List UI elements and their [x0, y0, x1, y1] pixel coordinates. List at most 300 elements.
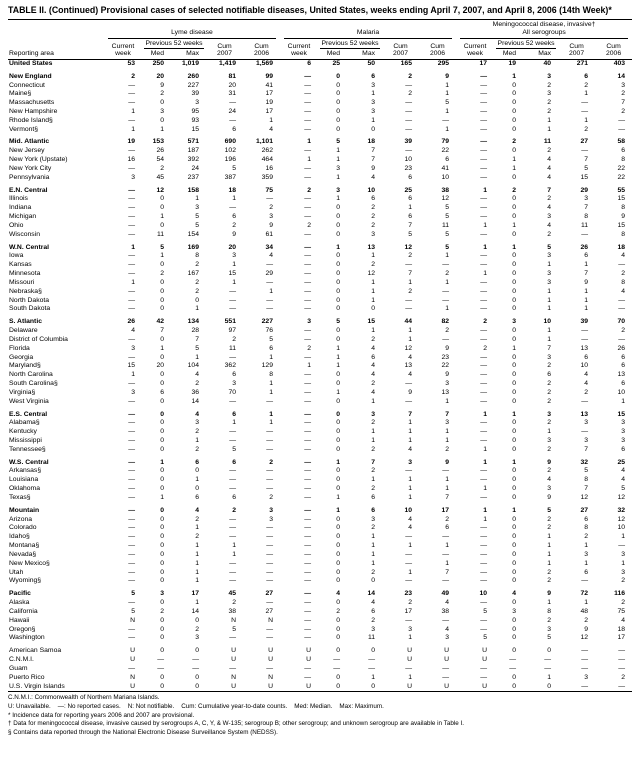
- reporting-area-cell: Arizona: [9, 515, 33, 523]
- value-cell: 31: [228, 90, 236, 98]
- value-cell: —: [581, 656, 589, 664]
- table-row: [8, 231, 632, 240]
- value-cell: —: [304, 147, 311, 155]
- value-cell: 1: [131, 243, 135, 251]
- value-cell: 0: [336, 327, 340, 335]
- value-cell: 2: [547, 81, 552, 89]
- value-cell: 2: [621, 90, 626, 98]
- value-cell: 0: [336, 568, 340, 576]
- value-cell: —: [618, 261, 626, 269]
- value-cell: 0: [195, 616, 199, 624]
- value-cell: 1: [371, 278, 375, 286]
- value-cell: 4: [584, 380, 589, 388]
- value-cell: 227: [261, 318, 273, 326]
- value-cell: 4: [621, 287, 626, 295]
- value-cell: —: [304, 380, 311, 388]
- value-cell: 6: [195, 493, 199, 501]
- value-cell: 1: [483, 506, 488, 514]
- value-cell: 5: [547, 506, 552, 514]
- value-cell: —: [128, 296, 135, 304]
- value-cell: 3: [547, 436, 552, 444]
- value-cell: 6: [232, 493, 236, 501]
- reporting-area-cell: Minnesota: [9, 270, 41, 278]
- value-cell: 1: [483, 221, 488, 229]
- value-cell: 0: [336, 673, 340, 681]
- value-cell: 1: [584, 305, 589, 313]
- value-cell: 5: [336, 318, 340, 326]
- value-cell: 3: [445, 634, 450, 642]
- value-cell: 19: [265, 99, 273, 107]
- value-cell: 12: [441, 195, 450, 203]
- value-cell: —: [480, 99, 488, 107]
- value-cell: 95: [191, 108, 199, 115]
- value-cell: 2: [195, 428, 199, 436]
- value-cell: 3: [547, 410, 552, 418]
- value-cell: 3: [547, 278, 552, 286]
- value-cell: 9: [371, 164, 375, 172]
- value-cell: 1: [371, 436, 375, 444]
- value-cell: 13: [580, 410, 589, 418]
- value-cell: 12: [617, 515, 626, 523]
- value-cell: 1: [232, 261, 236, 269]
- value-cell: —: [266, 533, 273, 541]
- reporting-area-cell: Mid. Atlantic: [9, 138, 50, 146]
- value-cell: 6: [371, 72, 375, 80]
- value-cell: 36: [191, 388, 199, 396]
- value-cell: —: [480, 138, 488, 146]
- value-cell: 1,569: [255, 59, 273, 67]
- value-cell: —: [442, 261, 450, 269]
- value-cell: 3: [621, 550, 626, 558]
- value-cell: 3: [547, 213, 552, 221]
- table-row: [8, 476, 632, 485]
- value-cell: 3: [195, 419, 199, 427]
- value-cell: 1: [584, 599, 589, 607]
- value-cell: 24: [191, 164, 199, 172]
- value-cell: 3: [547, 72, 552, 80]
- reporting-area-cell: New England: [9, 72, 52, 80]
- value-cell: 1: [445, 108, 450, 115]
- value-cell: 0: [160, 542, 164, 550]
- value-cell: 58: [617, 138, 626, 146]
- value-cell: 1: [232, 195, 236, 203]
- value-cell: 13: [580, 344, 589, 352]
- value-cell: 134: [187, 318, 199, 326]
- value-cell: 4: [371, 388, 375, 396]
- col-max: Max: [347, 49, 382, 59]
- value-cell: 1: [408, 428, 412, 436]
- value-cell: 7: [195, 335, 199, 343]
- value-cell: 2: [547, 195, 552, 203]
- value-cell: 10: [367, 186, 375, 194]
- value-cell: —: [480, 287, 488, 295]
- value-cell: 18: [617, 625, 626, 633]
- value-cell: 27: [580, 138, 589, 146]
- value-cell: 3: [547, 252, 552, 260]
- value-cell: —: [266, 664, 273, 672]
- value-cell: 3: [336, 164, 340, 172]
- value-cell: U: [482, 656, 488, 664]
- value-cell: —: [128, 458, 135, 466]
- value-cell: 4: [371, 173, 375, 181]
- value-cell: 6: [371, 607, 375, 615]
- value-cell: 3: [547, 90, 552, 98]
- value-cell: —: [266, 278, 273, 286]
- value-cell: 6: [547, 371, 552, 379]
- value-cell: 55: [617, 186, 626, 194]
- value-cell: 129: [261, 362, 273, 370]
- value-cell: N: [268, 673, 273, 681]
- value-cell: —: [509, 656, 517, 664]
- value-cell: 4: [195, 506, 199, 514]
- value-cell: 0: [160, 647, 164, 655]
- value-cell: 2: [195, 278, 199, 286]
- value-cell: —: [304, 388, 311, 396]
- value-cell: U: [231, 682, 236, 690]
- value-cell: 0: [160, 116, 164, 124]
- value-cell: U: [268, 647, 273, 655]
- value-cell: —: [128, 467, 135, 475]
- value-cell: 2: [547, 568, 552, 576]
- value-cell: 11: [442, 221, 450, 229]
- value-cell: 4: [371, 599, 375, 607]
- value-cell: —: [304, 625, 311, 633]
- value-cell: 1: [408, 278, 412, 286]
- value-cell: 2: [371, 380, 375, 388]
- value-cell: 3: [232, 380, 236, 388]
- value-cell: 1: [232, 542, 236, 550]
- value-cell: 6: [408, 173, 412, 181]
- value-cell: 7: [408, 410, 412, 418]
- value-cell: —: [480, 261, 488, 269]
- col-cum-2006: Cum 2006: [419, 39, 456, 60]
- value-cell: 104: [187, 362, 199, 370]
- value-cell: 0: [336, 99, 340, 107]
- value-cell: 1: [512, 156, 517, 164]
- reporting-area-cell: United States: [9, 59, 53, 67]
- table-row: [8, 398, 632, 407]
- value-cell: 1: [131, 108, 135, 115]
- value-cell: 12: [580, 634, 589, 642]
- value-cell: 1: [445, 278, 450, 286]
- value-cell: 4: [408, 445, 412, 453]
- value-cell: 0: [336, 533, 340, 541]
- value-cell: —: [405, 550, 412, 558]
- value-cell: —: [480, 673, 488, 681]
- value-cell: —: [128, 559, 135, 567]
- value-cell: 2: [160, 164, 164, 172]
- value-cell: 9: [547, 458, 552, 466]
- value-cell: 571: [187, 138, 199, 146]
- value-cell: —: [405, 125, 412, 133]
- reporting-area-cell: Arkansas§: [9, 467, 42, 475]
- value-cell: 0: [512, 515, 517, 523]
- value-cell: —: [304, 230, 311, 238]
- value-cell: 0: [512, 559, 517, 567]
- value-cell: 0: [371, 125, 375, 133]
- value-cell: 4: [621, 252, 626, 260]
- value-cell: 1: [195, 542, 199, 550]
- value-cell: 15: [617, 410, 626, 418]
- value-cell: —: [304, 99, 311, 107]
- value-cell: 0: [160, 296, 164, 304]
- value-cell: 1: [232, 278, 236, 286]
- value-cell: 14: [617, 72, 626, 80]
- value-cell: 8: [584, 524, 589, 532]
- value-cell: 2: [512, 138, 517, 146]
- value-cell: 187: [187, 147, 199, 155]
- value-cell: 7: [445, 410, 450, 418]
- value-cell: 4: [336, 590, 340, 598]
- value-cell: —: [581, 230, 589, 238]
- table-row: [8, 467, 632, 476]
- value-cell: —: [304, 213, 311, 221]
- value-cell: —: [128, 270, 135, 278]
- value-cell: —: [304, 616, 311, 624]
- footnote-legend: U: Unavailable. —: No reported cases. N: Not notifiable. Cum: Cumulative year-to-date counts. Med: Median. Max: Maximum.: [8, 703, 384, 711]
- value-cell: 3: [269, 213, 273, 221]
- value-cell: —: [229, 428, 236, 436]
- table-row: [8, 437, 632, 446]
- value-cell: 6: [621, 380, 626, 388]
- value-cell: 50: [367, 59, 375, 67]
- value-cell: U: [482, 647, 488, 655]
- group-header-meningococcal: Meningococcal disease, invasive† All serogroups: [456, 20, 632, 39]
- value-cell: 19: [127, 138, 135, 146]
- reporting-area-cell: Louisiana: [9, 476, 39, 484]
- value-cell: 0: [160, 445, 164, 453]
- value-cell: 1: [408, 335, 412, 343]
- value-cell: —: [266, 397, 273, 405]
- table-row: [8, 336, 632, 345]
- value-cell: —: [480, 230, 488, 238]
- value-cell: 3: [195, 99, 199, 107]
- table-row: [8, 314, 632, 327]
- value-cell: —: [304, 436, 311, 444]
- value-cell: —: [480, 305, 488, 313]
- value-cell: —: [405, 533, 412, 541]
- value-cell: —: [304, 353, 311, 361]
- reporting-area-cell: W.N. Central: [9, 243, 50, 251]
- value-cell: 1: [336, 147, 340, 155]
- value-cell: 3: [584, 673, 589, 681]
- value-cell: 0: [371, 577, 375, 585]
- value-cell: 0: [512, 108, 517, 115]
- value-cell: 1: [195, 436, 199, 444]
- value-cell: 1: [336, 173, 340, 181]
- col-cum-2006: Cum 2006: [243, 39, 280, 60]
- col-previous-52-weeks: Previous 52 weeks: [142, 39, 206, 50]
- value-cell: N: [231, 616, 236, 624]
- value-cell: 1: [307, 362, 311, 370]
- value-cell: 2: [584, 616, 589, 624]
- value-cell: 0: [512, 476, 517, 484]
- footnote-cnmi: C.N.M.I.: Commonwealth of Northern Mariana Islands.: [8, 694, 160, 702]
- value-cell: —: [618, 542, 626, 550]
- reporting-area-cell: Nebraska§: [9, 287, 42, 295]
- value-cell: 0: [336, 380, 340, 388]
- value-cell: 1: [408, 673, 412, 681]
- value-cell: 262: [261, 147, 273, 155]
- value-cell: 1: [445, 397, 450, 405]
- table-row: [8, 59, 632, 68]
- value-cell: 0: [160, 221, 164, 229]
- value-cell: —: [304, 506, 311, 514]
- reporting-area-cell: Alabama§: [9, 419, 40, 427]
- value-cell: —: [229, 485, 236, 493]
- value-cell: 0: [547, 682, 552, 690]
- value-cell: 13: [367, 243, 375, 251]
- value-cell: 4: [371, 371, 375, 379]
- value-cell: 1: [195, 599, 199, 607]
- value-cell: 9: [445, 72, 450, 80]
- value-cell: 153: [152, 138, 164, 146]
- value-cell: 2: [371, 467, 375, 475]
- value-cell: 2: [621, 577, 626, 585]
- value-cell: —: [128, 419, 135, 427]
- value-cell: 5: [232, 625, 236, 633]
- reporting-area-cell: New Hampshire: [9, 108, 58, 115]
- value-cell: —: [581, 147, 589, 155]
- value-cell: —: [304, 81, 311, 89]
- value-cell: U: [306, 647, 311, 655]
- value-cell: 2: [547, 397, 552, 405]
- reporting-area-cell: West Virginia: [9, 397, 49, 405]
- value-cell: 20: [156, 362, 164, 370]
- value-cell: —: [128, 533, 135, 541]
- value-cell: 0: [512, 380, 517, 388]
- table-row: [8, 99, 632, 108]
- value-cell: 10: [441, 173, 450, 181]
- value-cell: 0: [160, 524, 164, 532]
- value-cell: 0: [336, 270, 340, 278]
- value-cell: 0: [160, 506, 164, 514]
- value-cell: 10: [617, 388, 626, 396]
- value-cell: 2: [195, 533, 199, 541]
- value-cell: —: [304, 515, 311, 523]
- value-cell: —: [304, 634, 311, 642]
- value-cell: 0: [512, 467, 517, 475]
- table-row: [8, 524, 632, 533]
- value-cell: 5: [336, 138, 340, 146]
- value-cell: 2: [131, 72, 135, 80]
- value-cell: —: [229, 397, 236, 405]
- value-cell: 6: [371, 353, 375, 361]
- value-cell: 1,419: [218, 59, 236, 67]
- value-cell: —: [581, 397, 589, 405]
- value-cell: 0: [336, 599, 340, 607]
- value-cell: 116: [614, 590, 626, 598]
- value-cell: 17: [265, 108, 273, 115]
- value-cell: 5: [445, 230, 450, 238]
- value-cell: 0: [512, 445, 517, 453]
- value-cell: 0: [512, 493, 517, 501]
- value-cell: 9: [547, 493, 552, 501]
- value-cell: —: [304, 599, 311, 607]
- value-cell: 2: [195, 261, 199, 269]
- value-cell: 0: [336, 682, 340, 690]
- value-cell: 3: [131, 344, 135, 352]
- value-cell: 0: [336, 428, 340, 436]
- value-cell: 0: [160, 278, 164, 286]
- value-cell: —: [544, 656, 552, 664]
- value-cell: 0: [336, 515, 340, 523]
- value-cell: —: [229, 664, 236, 672]
- value-cell: —: [266, 261, 273, 269]
- footnote-section: § Contains data reported through the National Electronic Disease Surveillance System (NEDSS).: [8, 729, 278, 737]
- value-cell: —: [405, 116, 412, 124]
- value-cell: 2: [547, 362, 552, 370]
- reporting-area-cell: Nevada§: [9, 550, 37, 558]
- group-header-lyme: Lyme disease: [104, 20, 280, 39]
- value-cell: —: [480, 476, 488, 484]
- value-cell: 6: [445, 524, 450, 532]
- value-cell: 7: [371, 156, 375, 164]
- value-cell: —: [480, 467, 488, 475]
- value-cell: 1: [445, 436, 450, 444]
- value-cell: 2: [584, 533, 589, 541]
- value-cell: —: [304, 243, 311, 251]
- value-cell: 1: [336, 362, 340, 370]
- value-cell: 2: [160, 270, 164, 278]
- value-cell: —: [442, 533, 450, 541]
- value-cell: 8: [621, 204, 626, 212]
- value-cell: 15: [191, 125, 199, 133]
- value-cell: 1: [547, 542, 552, 550]
- value-cell: 0: [336, 524, 340, 532]
- value-cell: —: [128, 204, 135, 212]
- value-cell: —: [480, 108, 488, 115]
- value-cell: 12: [404, 344, 412, 352]
- value-cell: —: [333, 656, 340, 664]
- value-cell: 1: [584, 542, 589, 550]
- value-cell: —: [266, 559, 273, 567]
- reporting-area-cell: Alaska: [9, 599, 30, 607]
- value-cell: 3: [547, 353, 552, 361]
- value-cell: 72: [580, 590, 589, 598]
- value-cell: 3: [621, 436, 626, 444]
- value-cell: —: [304, 607, 311, 615]
- value-cell: 17: [617, 634, 626, 642]
- reporting-area-cell: New York City: [9, 164, 52, 172]
- value-cell: —: [480, 533, 488, 541]
- value-cell: —: [128, 664, 135, 672]
- reporting-area-cell: Puerto Rico: [9, 673, 45, 681]
- reporting-area-cell: Vermont§: [9, 125, 39, 133]
- value-cell: 0: [512, 173, 517, 181]
- value-cell: 5: [584, 164, 589, 172]
- value-cell: —: [405, 380, 412, 388]
- reporting-area-cell: Utah: [9, 568, 24, 576]
- value-cell: 15: [580, 173, 589, 181]
- value-cell: 3: [232, 252, 236, 260]
- value-cell: 2: [232, 335, 236, 343]
- value-cell: 97: [228, 327, 236, 335]
- value-cell: —: [480, 568, 488, 576]
- value-cell: 6: [160, 388, 164, 396]
- value-cell: 2: [547, 616, 552, 624]
- value-cell: 6: [232, 458, 236, 466]
- table-row: [8, 665, 632, 674]
- col-previous-52-weeks: Previous 52 weeks: [494, 39, 558, 50]
- value-cell: 6: [307, 59, 311, 67]
- value-cell: 38: [441, 607, 450, 615]
- value-cell: 6: [269, 344, 273, 352]
- table-row: [8, 69, 632, 82]
- value-cell: 0: [336, 485, 340, 493]
- table-row: [8, 643, 632, 656]
- reporting-area-cell: Georgia: [9, 353, 34, 361]
